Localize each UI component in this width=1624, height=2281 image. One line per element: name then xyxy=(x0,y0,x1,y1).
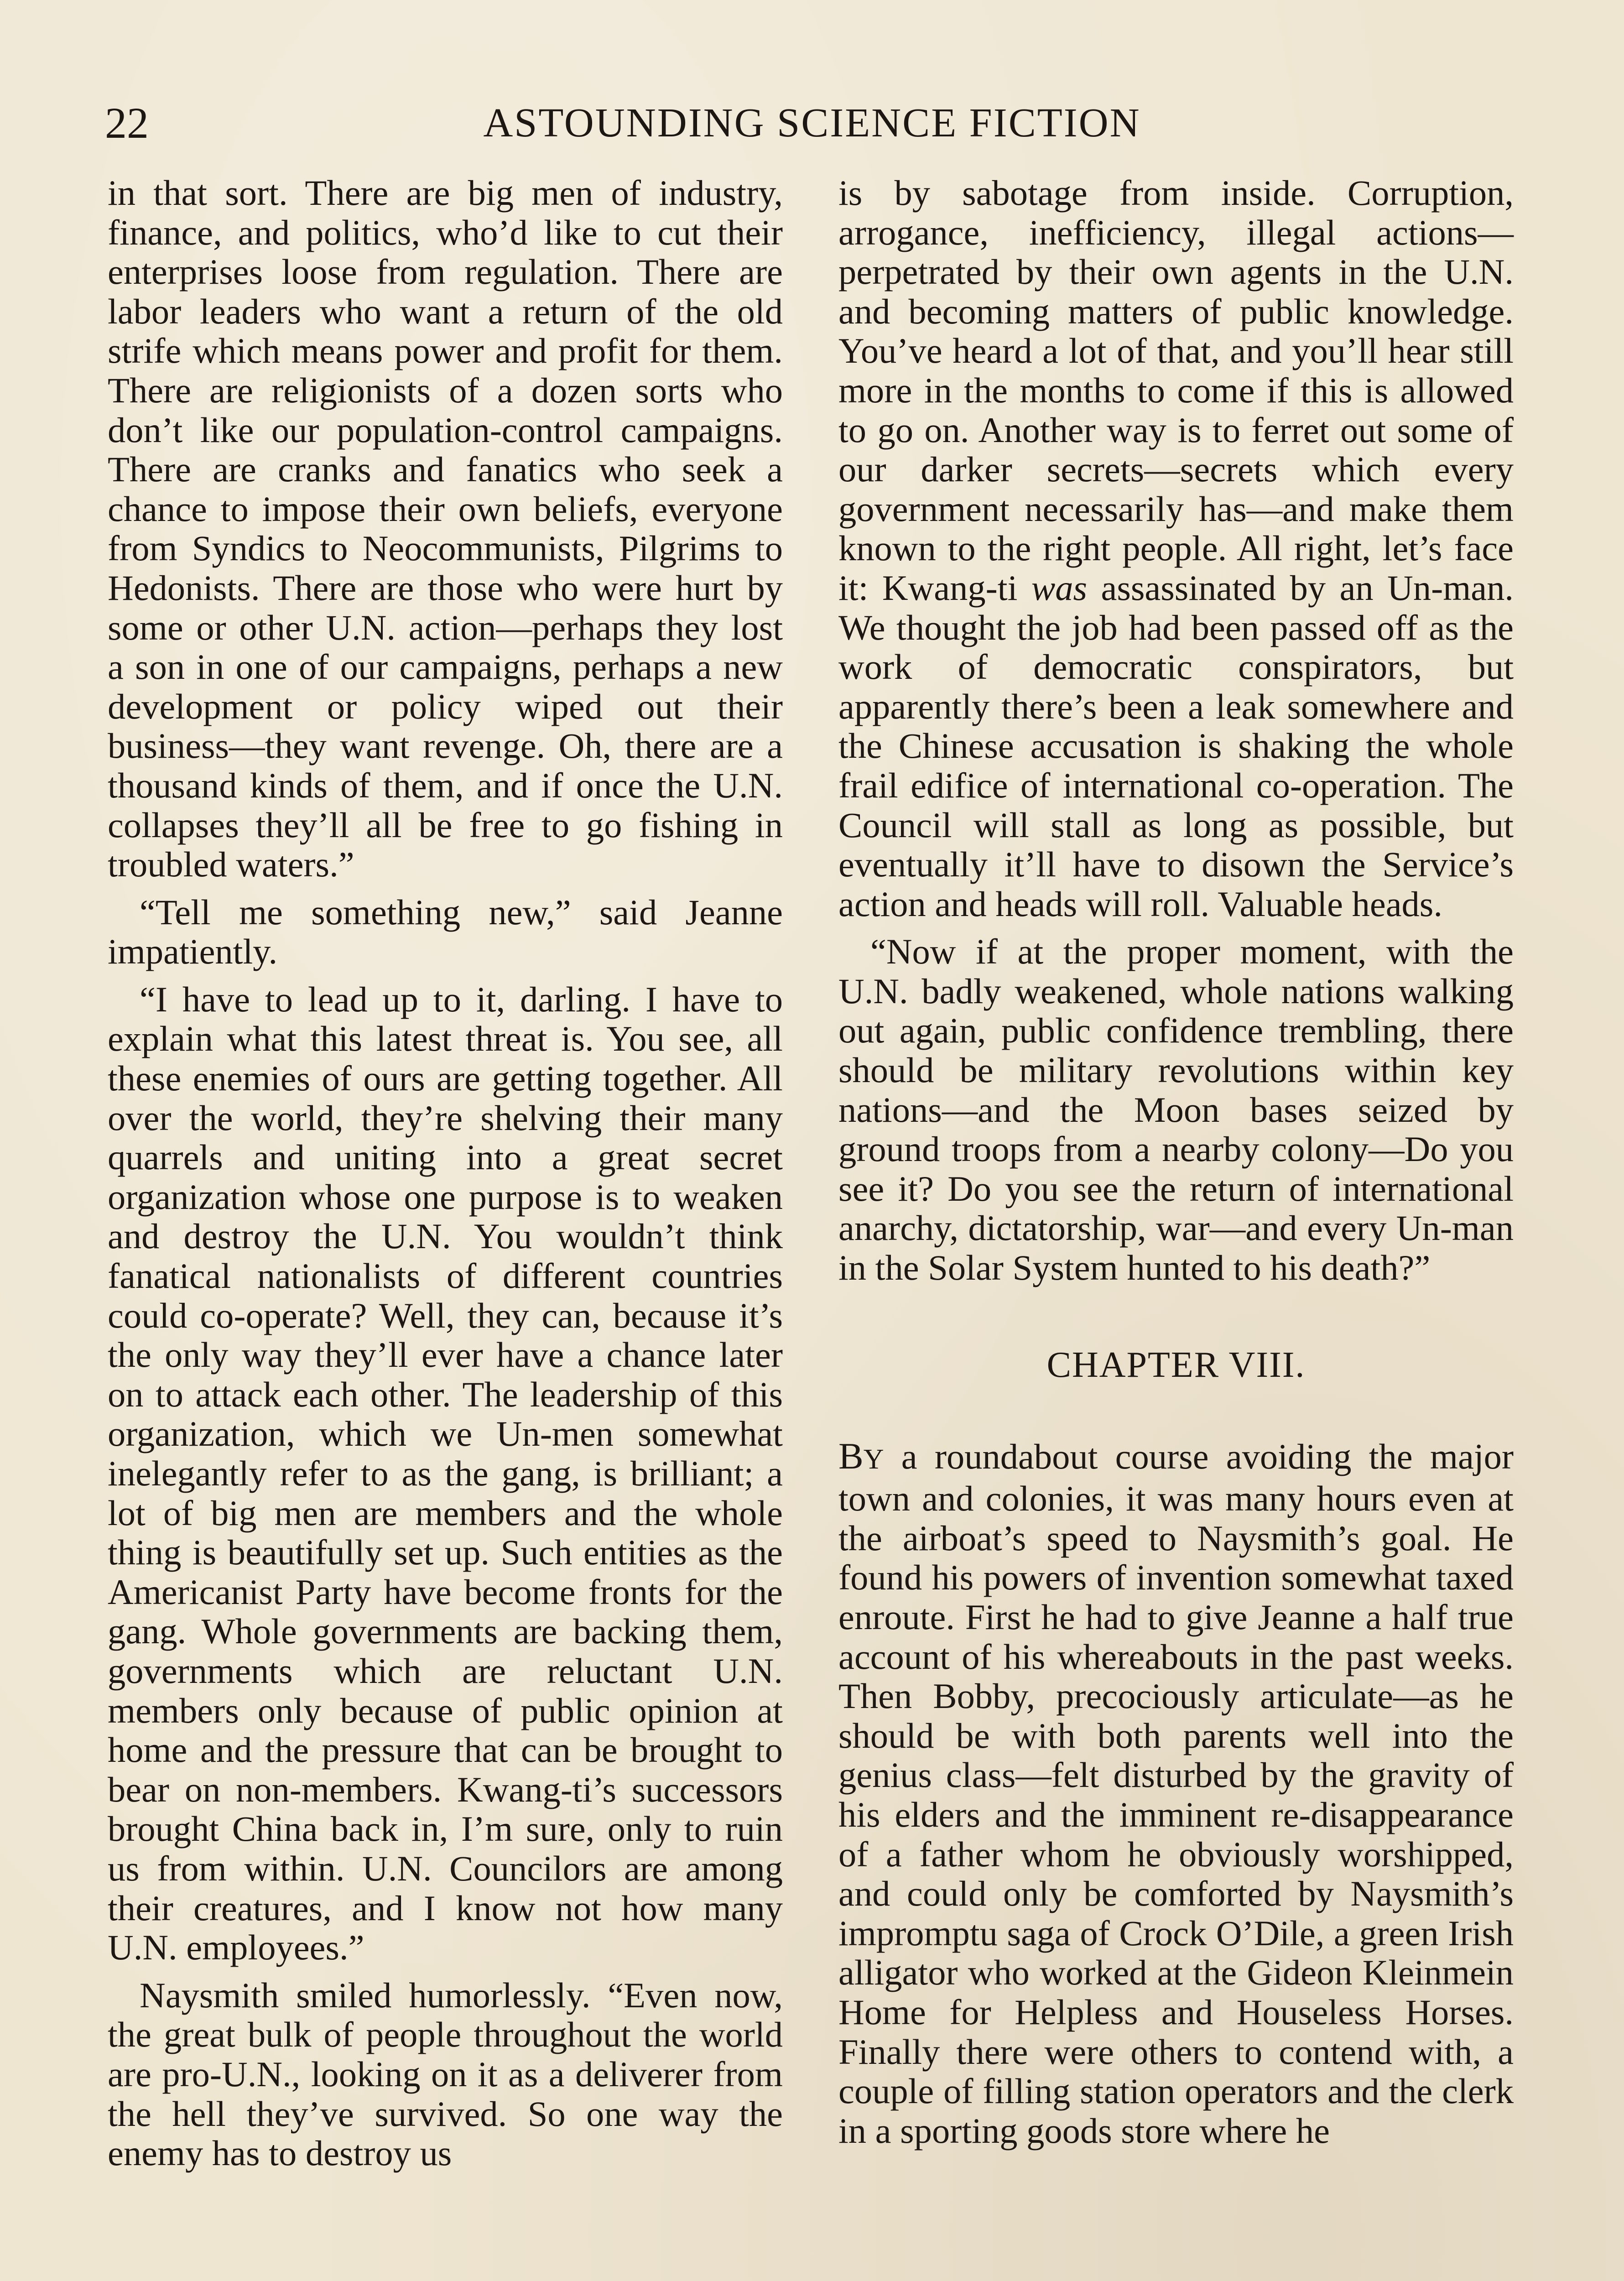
right-column xyxy=(838,173,1514,2151)
running-title: ASTOUNDING SCIENCE FICTION xyxy=(483,100,1141,146)
right-paragraph-3-text: a roundabout course avoiding the major town and colonies, it was many hours even at the airboat’s speed to Naysmith’s goal. He found his powers of invention somewhat taxed enroute. First he had to give Jeanne a half true account of his whereabouts in the past weeks. Then Bobby, precociously articulate—as he should be with both parents well into the genius class—felt disturbed by the gravity of his elders and the imminent re-disappearance of a father whom he obviously worshipped, and could only be comforted by Naysmith’s impromptu saga of Crock O’Dile, a green Irish alligator who worked at the Gideon Kleinmein Home for Helpless and Houseless Horses. Finally there were others to contend with, a couple of filling station operators and the clerk in a sporting goods store where he xyxy=(838,1436,1514,2151)
left-paragraph-3: “I have to lead up to it, darling. I have to explain what this latest threat is. You see, all these enemies of ours are getting together. All over the world, they’re shelving their many quarrels and uniting into a great secret organization whose one purpose is to weaken and destroy the U.N. You wouldn’t think fanatical nationalists of different countries could co-operate? Well, they can, because it’s the only way they’ll ever have a chance later on to attack each other. The leadership of this organization, which we Un-men somewhat inelegantly refer to as the gang, is brilliant; a lot of big men are members and the whole thing is beautifully set up. Such entities as the Americanist Party have become fronts for the gang. Whole governments are backing them, governments which are reluctant U.N. members only because of public opinion at home and the pressure that can be brought to bear on non-members. Kwang-ti’s successors brought China back in, I’m sure, only to ruin us from within. U.N. Councilors are among their creatures, and I know not how many U.N. employees.” xyxy=(108,979,783,1968)
opening-small-cap: Y xyxy=(863,1443,884,1475)
left-column xyxy=(108,173,783,2173)
right-paragraph-2: “Now if at the proper moment, with the U.N. badly weakened, whole nations walking out again, public confidence trembling, there should be military revolutions within key nations—and the Moon bases seized by ground troops from a nearby colony—Do you see it? Do you see the return of international anarchy, dictatorship, war—and every Un-man in the Solar System hunted to his death?” xyxy=(838,932,1514,1288)
page-number: 22 xyxy=(105,99,149,147)
emphasis-was: was xyxy=(1031,568,1088,608)
right-paragraph-3 xyxy=(838,1437,1514,2151)
right-paragraph-1 xyxy=(838,173,1514,924)
left-paragraph-4: Naysmith smiled humorlessly. “Even now, the great bulk of people throughout the world are pro-U.N., looking on it as a deliverer from the hell they’ve survived. So one way the enemy has to destroy us xyxy=(108,1975,783,2173)
left-paragraph-2: “Tell me something new,” said Jeanne impatiently. xyxy=(108,892,783,972)
right-paragraph-1-part-a: is by sabotage from inside. Corruption, arrogance, inefficiency, illegal actions—perpetrated by their own agents in the U.N. and becoming matters of public knowledge. You’ve heard a lot of that, and you’ll hear still more in the months to come if this is allowed to go on. Another way is to ferret out some of our darker secrets—secrets which every government necessarily has—and make them known to the right people. All right, let’s face it: Kwang-ti xyxy=(838,173,1514,608)
chapter-heading: CHAPTER VIII. xyxy=(1046,1344,1306,1385)
right-paragraph-1-part-b: assassinated by an Un-man. We thought the job had been passed off as the work of democratic conspirators, but apparently there’s been a leak somewhere and the Chinese accusation is shaking the whole frail edifice of international co-operation. The Council will stall as long as possible, but eventually it’ll have to disown the Service’s action and heads will roll. Valuable heads. xyxy=(838,568,1514,924)
left-paragraph-1: in that sort. There are big men of industry, finance, and politics, who’d like to cut their enterprises loose from regulation. There are labor leaders who want a return of the old strife which means power and profit for them. There are religionists of a dozen sorts who don’t like our population-control campaigns. There are cranks and fanatics who seek a chance to impose their own beliefs, everyone from Syndics to Neocommunists, Pilgrims to Hedonists. There are those who were hurt by some or other U.N. action—perhaps they lost a son in one of our campaigns, perhaps a new development or policy wiped out their business—they want revenge. Oh, there are a thousand kinds of them, and if once the U.N. collapses they’ll all be free to go fishing in troubled waters.” xyxy=(108,173,783,885)
page-header xyxy=(105,98,1519,153)
opening-capital: B xyxy=(838,1435,864,1477)
